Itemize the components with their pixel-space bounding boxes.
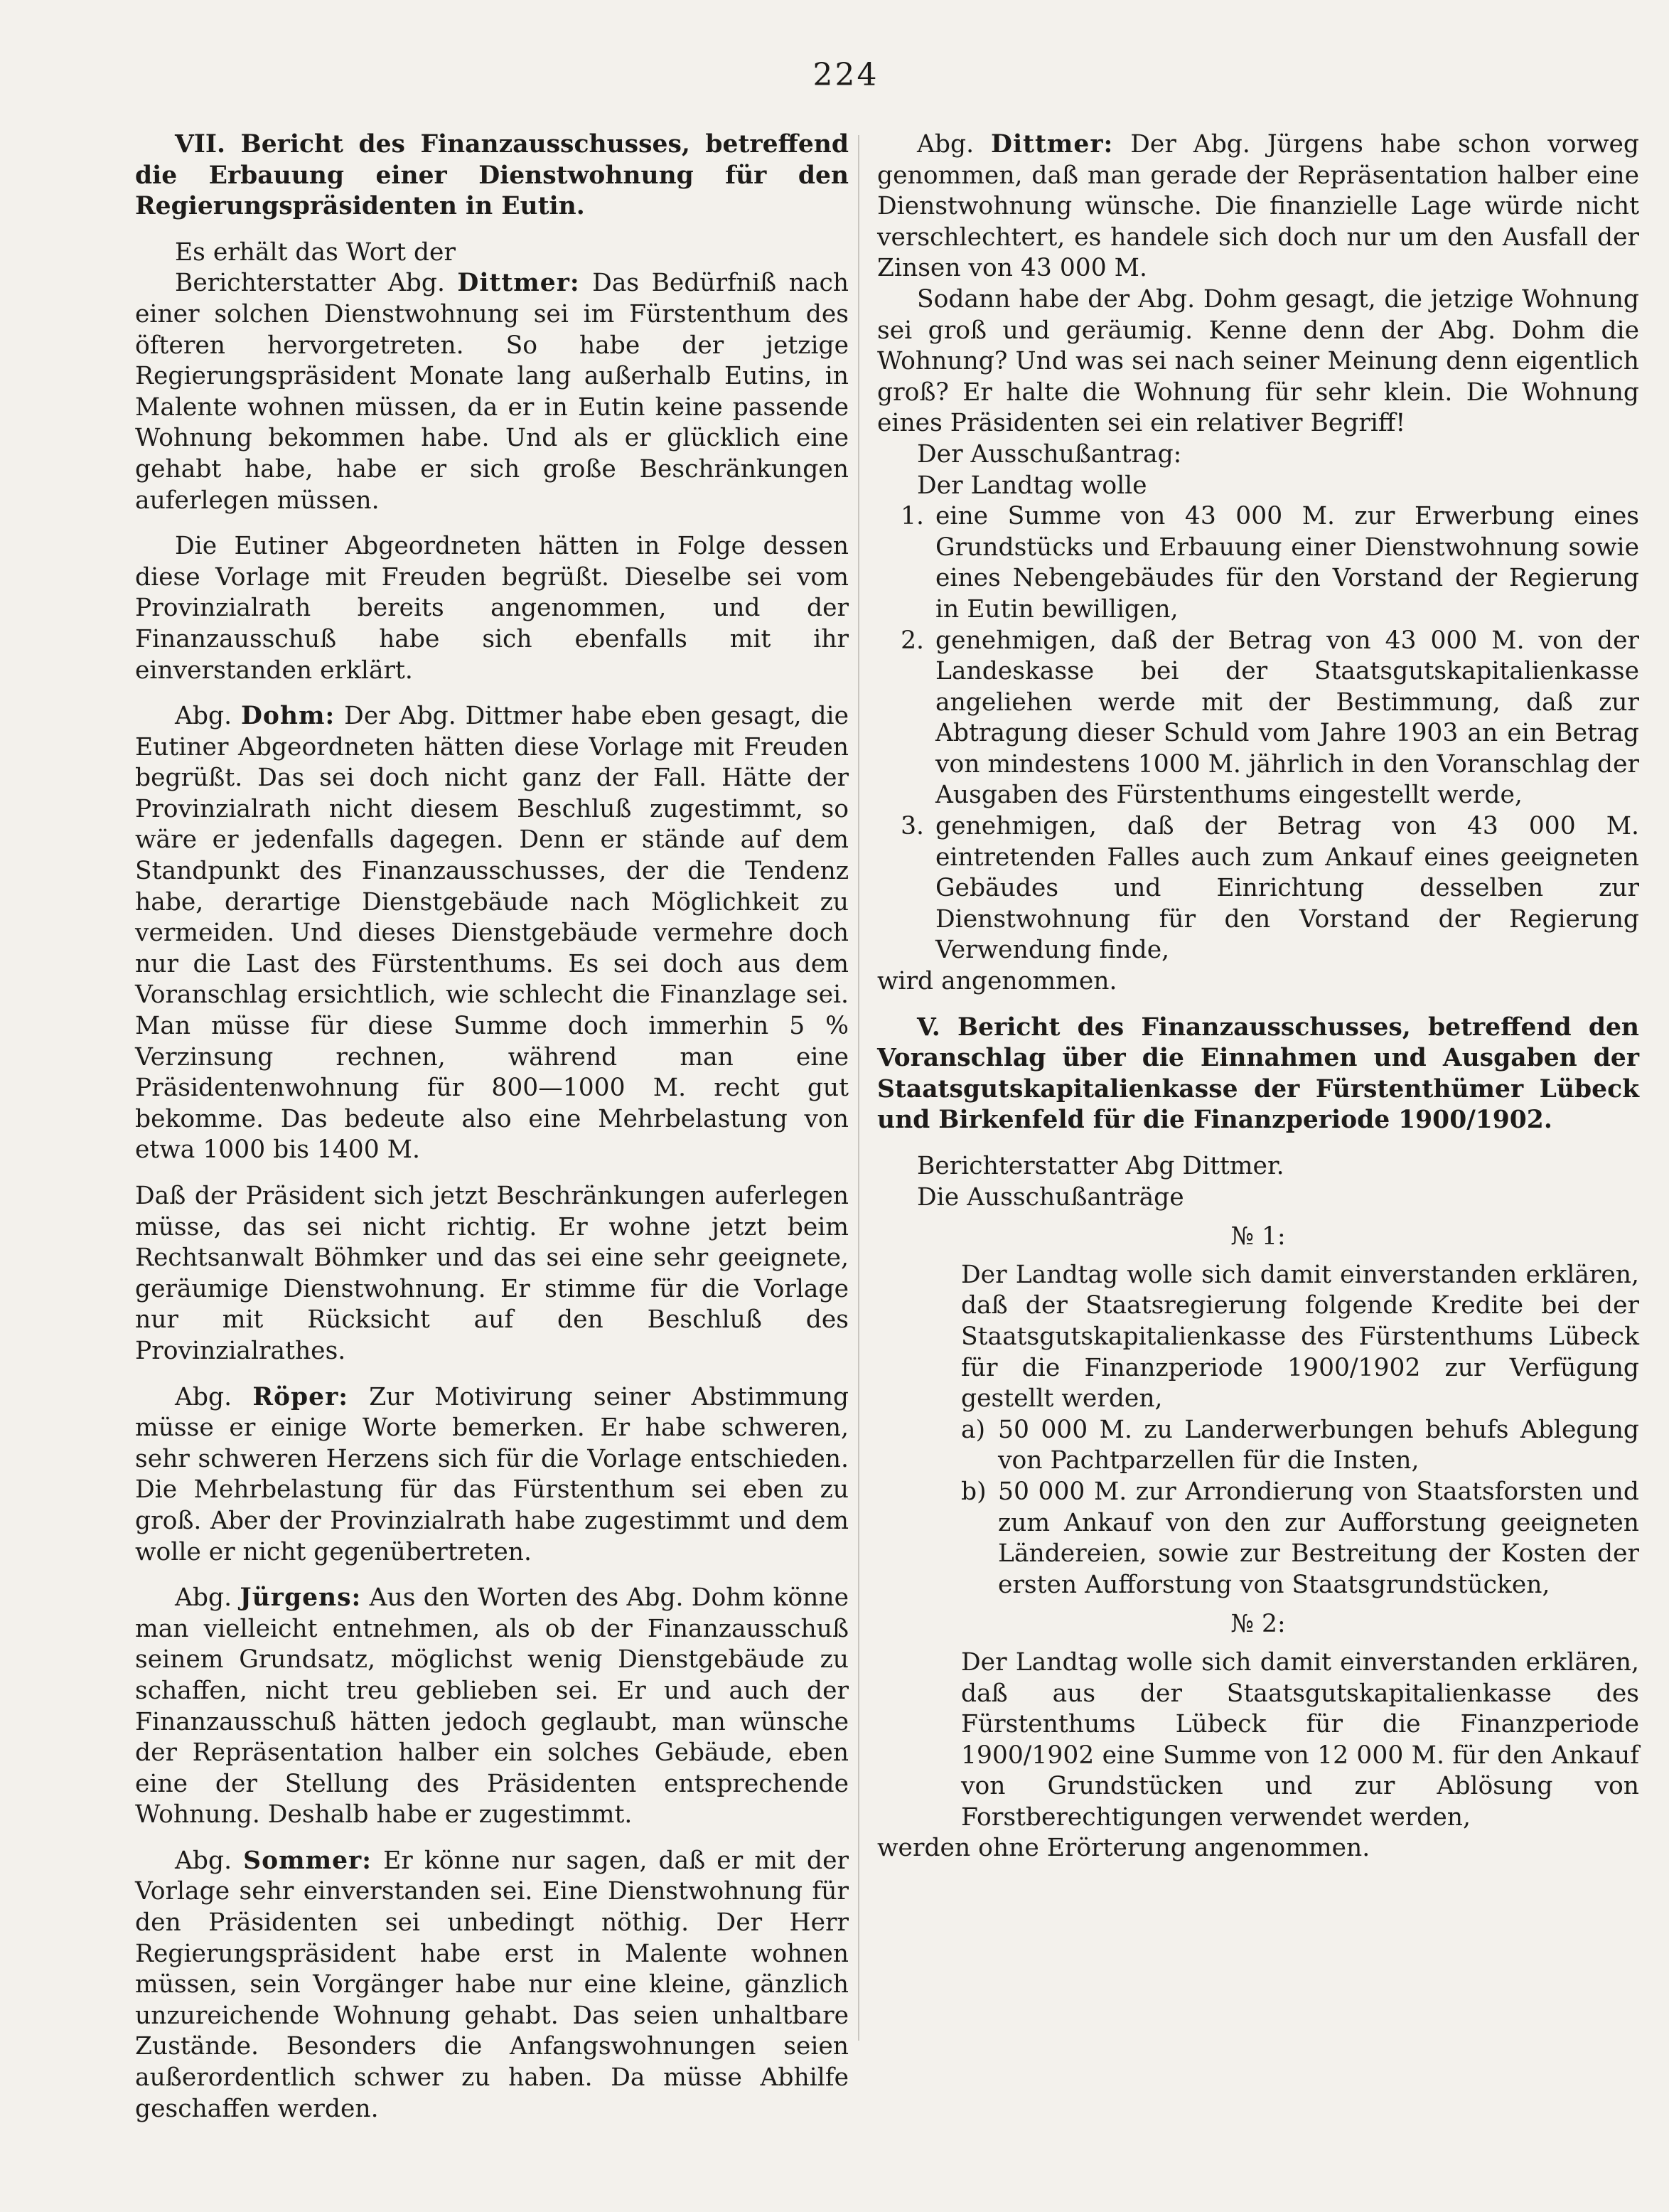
paragraph-dohm <box>135 701 849 1166</box>
paragraph-dittmer-2 <box>877 129 1639 284</box>
speech-text: Aus den Worten des Abg. Dohm könne man vielleicht entnehmen, als ob der Finanzausschuß seinem Grundsatz, möglichst wenig Dienstgebäude zu schaffen, nicht treu geblieben sei. Er und auch der Finanzausschuß hätten jedoch geglaubt, man wünsche der Repräsentation halber ein solches Gebäude, eben eine der Stellung des Präsidenten entsprechende Wohnung. Deshalb habe er zugestimmt. <box>135 1583 849 1829</box>
speaker-prefix: Abg. <box>175 1382 232 1411</box>
motion-item-1 <box>877 501 1639 625</box>
section-vii-title: VII. Bericht des Finanzausschusses, betreffend die Erbauung einer Dienstwohnung für den Regierungspräsidenten in Eutin. <box>135 130 849 221</box>
sub-item-a <box>961 1415 1639 1477</box>
speaker-name: Dittmer: <box>991 130 1114 159</box>
sub-item-text: 50 000 M. zu Landerwerbungen behufs Ablegung von Pachtparzellen für die Insten, <box>998 1415 1639 1475</box>
speech-text: Der Abg. Jürgens habe schon vorweg genommen, daß man gerade der Repräsentation halber eine Dienstwohnung wünsche. Die finanzielle Lage würde nicht verschlechtert, es handele sich doch nur um den Ausfall der Zinsen von 43 000 M. <box>877 130 1639 283</box>
item-number: 1. <box>901 502 924 531</box>
item-number: 3. <box>901 812 924 841</box>
speaker-name: Dittmer: <box>457 269 580 298</box>
speaker-prefix: Abg. <box>917 130 975 159</box>
section-v-title: V. Bericht des Finanzausschusses, betreffend den Voranschlag über die Einnahmen und Ausgaben der Staatsgutskapitalienkasse der Fürstenthümer Lübeck und Birkenfeld für die Finanzperiode 1900/1902. <box>877 1013 1639 1135</box>
motion-item-2 <box>877 626 1639 812</box>
speaker-name: Sommer: <box>243 1846 372 1875</box>
column-divider <box>858 135 859 2041</box>
motion-1-text: Der Landtag wolle sich damit einverstanden erklären, daß der Staatsregierung folgende Kredite bei der Staatsgutskapitalienkasse des Fürstenthums Lübeck für die Finanzperiode 1900/1902 zur Verfügung gestellt werden, <box>961 1260 1639 1414</box>
page-number: 224 <box>812 57 879 93</box>
paragraph-sodann: Sodann habe der Abg. Dohm gesagt, die jetzige Wohnung sei groß und geräumig. Kenne denn der Abg. Dohm die Wohnung? Und was sei nach seiner Meinung denn eigentlich groß? Er halte die Wohnung für sehr klein. Die Wohnung eines Präsidenten sei ein relativer Begriff! <box>877 284 1639 438</box>
speech-text: Er könne nur sagen, daß er mit der Vorlage sehr einverstanden sei. Eine Dienstwohnung für den Präsidenten sei unbedingt nöthig. Der Herr Regierungspräsident habe erst in Malente wohnen müssen, sein Vorgänger habe nur eine kleine, gänzlich unzureichende Wohnung gehabt. Das seien unhaltbare Zustände. Besonders die Anfangswohnungen seien außerordentlich schwer zu haben. Da müsse Abhilfe geschaffen werden. <box>135 1846 849 2123</box>
reporter-line: Berichterstatter Abg Dittmer. <box>917 1152 1284 1180</box>
speaker-prefix: Abg. <box>175 1846 232 1875</box>
item-text: eine Summe von 43 000 M. zur Erwerbung eines Grundstücks und Erbauung einer Dienstwohnung sowie eines Nebengebäudes für den Vorstand der Regierung in Eutin bewilligen, <box>935 502 1639 624</box>
paragraph-eutiner: Die Eutiner Abgeordneten hätten in Folge dessen diese Vorlage mit Freuden begrüßt. Dieselbe sei vom Provinzialrath bereits angenommen, und der Finanzausschuß habe sich ebenfalls mit ihr einverstanden erklärt. <box>135 532 849 685</box>
speaker-name: Röper: <box>252 1382 348 1411</box>
paragraph-praesident: Daß der Präsident sich jetzt Beschränkungen auferlegen müsse, das sei nicht richtig. Er wohne jetzt beim Rechtsanwalt Böhmker und das sei eine sehr geeignete, geräumige Dienstwohnung. Er stimme für die Vorlage nur mit Rücksicht auf den Beschluß des Provinzialrathes. <box>135 1182 849 1365</box>
opening-text: Es erhält das Wort der <box>175 237 456 267</box>
item-text: genehmigen, daß der Betrag von 43 000 M. von der Landeskasse bei der Staatsgutskapitalienkasse angeliehen werde mit der Bestimmung, daß zur Abtragung dieser Schuld vom Jahre 1903 an ein Betrag von mindestens 1000 M. jährlich in den Voranschlag der Ausgaben des Fürstenthums eingestellt werde, <box>935 626 1639 810</box>
antrag-intro: Der Ausschußantrag: <box>917 439 1182 469</box>
sub-item-label: b) <box>961 1477 987 1506</box>
speaker-prefix: Abg. <box>175 1583 232 1613</box>
speech-text: Der Abg. Dittmer habe eben gesagt, die Eutiner Abgeordneten hätten diese Vorlage mit Freuden begrüßt. Das sei doch nicht ganz der Fall. Hätte der Provinzialrath nicht diesem Beschluß zugestimmt, so wäre er jedenfalls dagegen. Denn er stände auf dem Standpunkt des Finanzausschusses, der die Tendenz habe, derartige Dienstgebäude nach Möglichkeit zu vermeiden. Und dieses Dienstgebäude vermehre doch nur die Last des Fürstenthums. Es sei doch aus dem Voranschlag ersichtlich, wie schlecht die Finanzlage sei. Man müsse für diese Summe doch immerhin 5 % Verzinsung rechnen, während man eine Präsidentenwohnung für 800—1000 M. recht gut bekomme. Das bedeute also eine Mehrbelastung von etwa 1000 bis 1400 M. <box>135 702 849 1165</box>
accepted-text-1: wird angenommen. <box>877 967 1117 996</box>
motion-2-text: Der Landtag wolle sich damit einverstanden erklären, daß aus der Staatsgutskapitalienkasse des Fürstenthums Lübeck für die Finanzperiode 1900/1902 eine Summe von 12 000 M. für den Ankauf von Grundstücken und zur Ablösung von Forstberechtigungen verwendet werden, <box>961 1647 1639 1832</box>
accepted-text-2: werden ohne Erörterung angenommen. <box>877 1834 1370 1863</box>
sub-item-text: 50 000 M. zur Arrondierung von Staatsforsten und zum Ankauf von den zur Aufforstung geeigneten Ländereien, sowie zur Bestreitung der Kosten der ersten Aufforstung von Staatsgrundstücken, <box>998 1477 1639 1599</box>
paragraph-roeper <box>135 1382 849 1569</box>
paragraph-juergens <box>135 1583 849 1831</box>
speaker-name: Jürgens: <box>240 1583 362 1613</box>
sub-item-b <box>961 1477 1639 1601</box>
speaker-name: Dohm: <box>240 702 336 731</box>
speech-text: Zur Motivirung seiner Abstimmung müsse er einige Worte bemerken. Er habe schweren, sehr schweren Herzens sich für die Vorlage entschieden. Die Mehrbelastung für das Fürstenthum sei eben zu groß. Aber der Provinzialrath habe zugestimmt und dem wolle er nicht gegenübertreten. <box>135 1382 849 1566</box>
left-column <box>135 129 849 2125</box>
motion-number-2: № 2: <box>1230 1610 1286 1639</box>
item-number: 2. <box>901 626 924 655</box>
motion-number-1: № 1: <box>1230 1222 1286 1251</box>
paragraph-sommer <box>135 1846 849 2125</box>
landtag-wolle: Der Landtag wolle <box>917 471 1147 500</box>
right-column <box>877 129 1639 1864</box>
item-text: genehmigen, daß der Betrag von 43 000 M. eintretenden Falles auch zum Ankauf eines geeigneten Gebäudes und Einrichtung desselben zur Dienstwohnung für den Vorstand der Regierung Verwendung finde, <box>935 812 1639 965</box>
antraege-intro: Die Ausschußanträge <box>917 1182 1184 1212</box>
speech-text: Das Bedürfniß nach einer solchen Dienstwohnung sei im Fürstenthum des öfteren hervorgetreten. So habe der jetzige Regierungspräsident Monate lang außerhalb Eutins, in Malente wohnen müssen, da er in Eutin keine passende Wohnung bekommen habe. Und als er glücklich eine gehabt habe, habe er sich große Beschränkungen auferlegen müssen. <box>135 269 849 515</box>
speaker-prefix: Abg. <box>175 702 232 731</box>
speaker-prefix: Berichterstatter Abg. <box>175 269 445 298</box>
motion-item-3 <box>877 811 1639 966</box>
paragraph-dittmer-1 <box>135 268 849 516</box>
sub-item-label: a) <box>961 1415 986 1444</box>
